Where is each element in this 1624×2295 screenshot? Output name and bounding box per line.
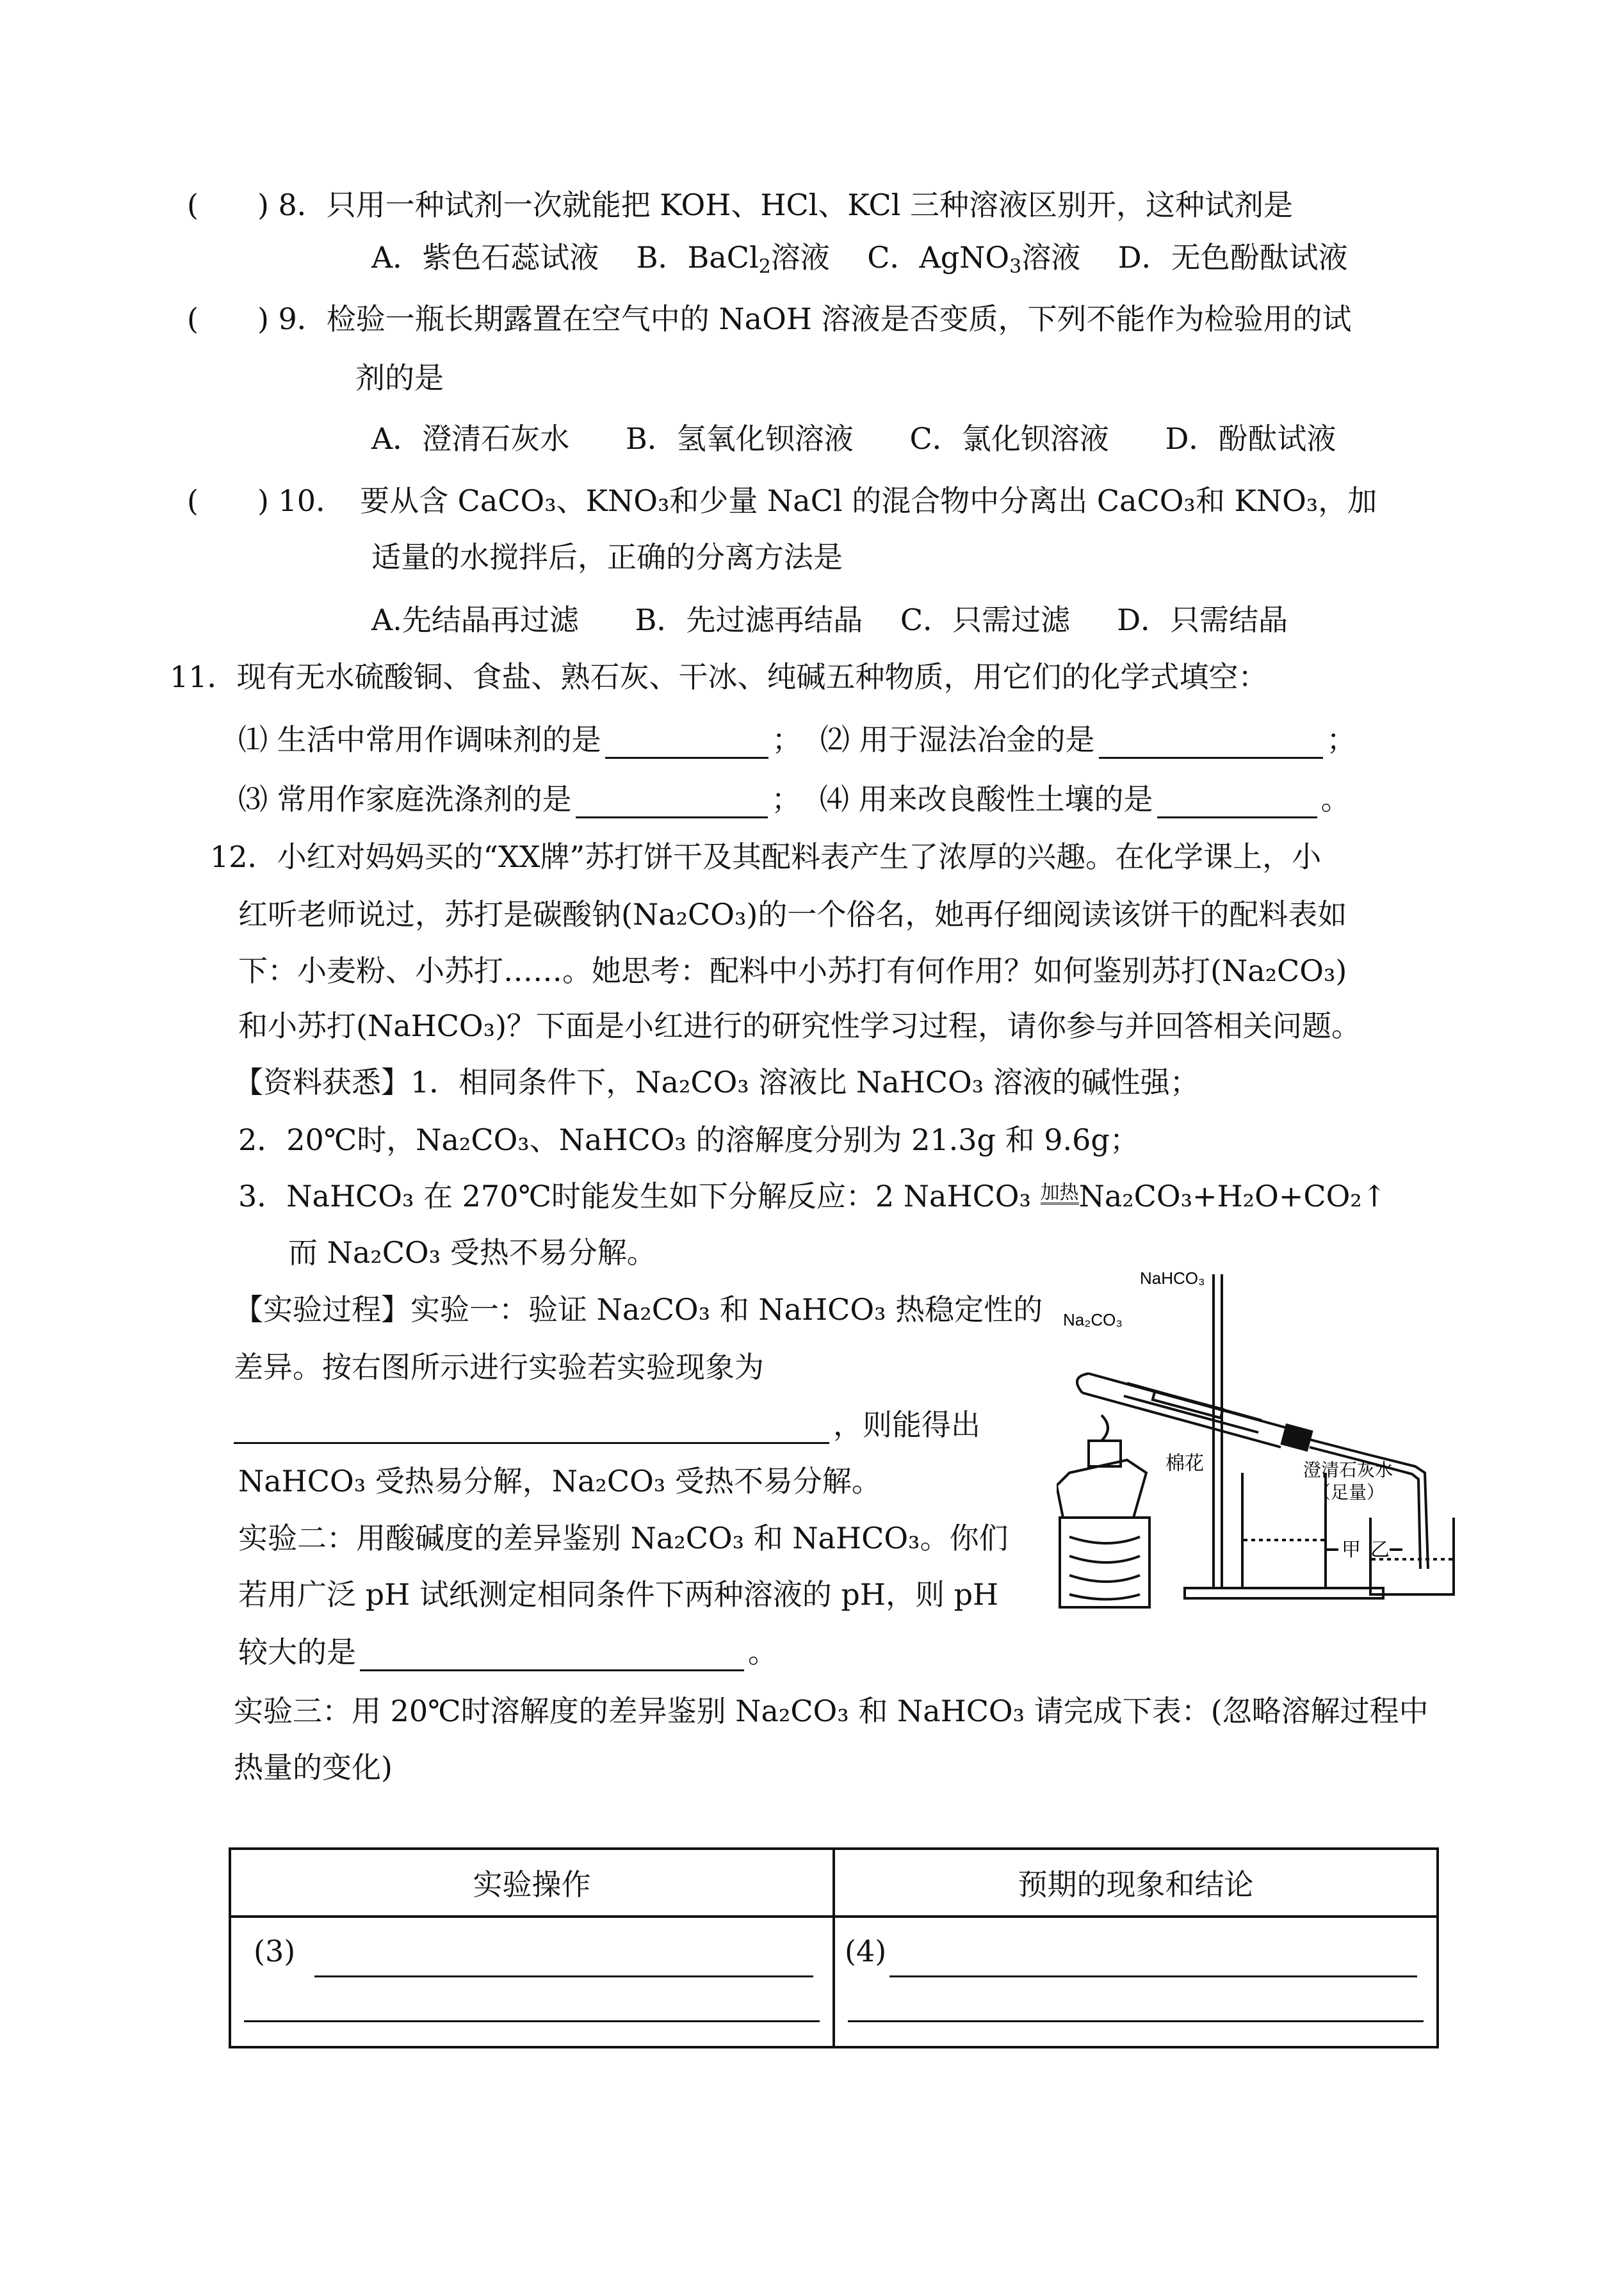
q9-line1 bbox=[187, 300, 1352, 338]
q12-exp1c-row: ，则能得出 bbox=[234, 1406, 980, 1444]
q10-paren: ( ) bbox=[187, 483, 269, 518]
experiment-table bbox=[229, 1847, 1439, 2048]
table-cell-conclusion[interactable]: (4) bbox=[834, 1917, 1438, 2047]
q9-opt-d: D．酚酞试液 bbox=[1165, 421, 1336, 456]
table-header-operation: 实验操作 bbox=[230, 1849, 834, 1917]
q11-p1: ⑴ 生活中常用作调味剂的是 bbox=[238, 722, 601, 757]
q12-info2: 2．20℃时，Na₂CO₃、NaHCO₃ 的溶解度分别为 21.3g 和 9.6g； bbox=[238, 1123, 1139, 1157]
q10-opt-a: A.先结晶再过滤 bbox=[371, 603, 579, 637]
q12-blank-exp2[interactable] bbox=[360, 1641, 744, 1671]
q11-blank4[interactable] bbox=[1157, 788, 1317, 818]
heating-condition: 加热 bbox=[1040, 1181, 1079, 1204]
label-na2co3: Na₂CO₃ bbox=[1063, 1310, 1123, 1329]
label-amount: （足量） bbox=[1313, 1482, 1385, 1503]
label-nahco3: NaHCO₃ bbox=[1140, 1269, 1205, 1288]
q11-blank1[interactable] bbox=[605, 729, 768, 759]
q8-opt-c: C．AgNO$_3$溶液 bbox=[867, 240, 1081, 278]
q10-opt-d: D．只需结晶 bbox=[1117, 603, 1288, 637]
q9-opt-c: C．氯化钡溶液 bbox=[909, 421, 1109, 456]
q12-info3: 3．NaHCO₃ 在 270℃时能发生如下分解反应：2 NaHCO₃ 加热Na₂CO₃+H₂O+CO₂↑ bbox=[238, 1179, 1387, 1213]
q11-blank2[interactable] bbox=[1099, 729, 1323, 759]
q12-exp1d: NaHCO₃ 受热易分解，Na₂CO₃ 受热不易分解。 bbox=[238, 1464, 881, 1498]
table-header-conclusion: 预期的现象和结论 bbox=[834, 1849, 1438, 1917]
q12-exp2a: 实验二：用酸碱度的差异鉴别 Na₂CO₃ 和 NaHCO₃。你们 bbox=[238, 1521, 1009, 1555]
q10-stem: 10． 要从含 CaCO₃、KNO₃和少量 NaCl 的混合物中分离出 CaCO₃和 KNO₃，加 bbox=[278, 483, 1377, 518]
q8-options bbox=[371, 238, 1348, 277]
q11-row2: ⑶ 常用作家庭洗涤剂的是 ； ⑷ 用来改良酸性土壤的是 。 bbox=[238, 780, 1351, 818]
q11-p3: ⑶ 常用作家庭洗涤剂的是 bbox=[238, 782, 572, 816]
q11-blank3[interactable] bbox=[576, 788, 768, 818]
q9-stem2: 剂的是 bbox=[355, 361, 444, 395]
q8-opt-d: D．无色酚酞试液 bbox=[1117, 240, 1348, 275]
q12-line1: 12．小红对妈妈买的“XX牌”苏打饼干及其配料表产生了浓厚的兴趣。在化学课上，小 bbox=[210, 839, 1322, 874]
q11-row1: ⑴ 生活中常用作调味剂的是 ； ⑵ 用于湿法冶金的是 ； bbox=[238, 720, 1356, 759]
q12-info1: 【资料获悉】1．相同条件下，Na₂CO₃ 溶液比 NaHCO₃ 溶液的碱性强； bbox=[234, 1065, 1199, 1099]
q12-exp1b: 差异。按右图所示进行实验若实验现象为 bbox=[234, 1350, 764, 1384]
label-yi: 乙 bbox=[1370, 1539, 1390, 1561]
q8-opt-b: B．BaCl$_2$溶液 bbox=[636, 240, 830, 278]
q8-paren: ( ) bbox=[187, 188, 269, 222]
q12-exp3a: 实验三：用 20℃时溶解度的差异鉴别 Na₂CO₃ 和 NaHCO₃ 请完成下表：(忽略溶解过程中 bbox=[234, 1694, 1429, 1728]
q12-blank-exp1[interactable] bbox=[234, 1414, 829, 1444]
q9-options bbox=[371, 419, 1336, 458]
q10-line1 bbox=[187, 482, 1377, 520]
label-jia: 甲 bbox=[1342, 1539, 1361, 1561]
q9-opt-a: A．澄清石灰水 bbox=[371, 421, 570, 456]
q9-stem: 9．检验一瓶长期露置在空气中的 NaOH 溶液是否变质，下列不能作为检验用的试 bbox=[278, 302, 1352, 336]
q10-opt-b: B．先过滤再结晶 bbox=[635, 603, 863, 637]
q10-options bbox=[371, 601, 1288, 639]
q12-exp1a: 【实验过程】实验一：验证 Na₂CO₃ 和 NaHCO₃ 热稳定性的 bbox=[234, 1292, 1043, 1327]
q10-stem2: 适量的水搅拌后，正确的分离方法是 bbox=[371, 540, 843, 574]
label-cotton: 棉花 bbox=[1165, 1452, 1204, 1475]
q12-info4: 而 Na₂CO₃ 受热不易分解。 bbox=[288, 1235, 656, 1270]
apparatus-diagram bbox=[1057, 1268, 1466, 1626]
q12-exp2b: 若用广泛 pH 试纸测定相同条件下两种溶液的 pH，则 pH bbox=[238, 1577, 999, 1612]
q8-opt-a: A．紫色石蕊试液 bbox=[371, 240, 599, 275]
q9-paren: ( ) bbox=[187, 302, 269, 336]
q11-p2: ⑵ 用于湿法冶金的是 bbox=[820, 722, 1095, 757]
table-cell-operation[interactable]: (3) bbox=[230, 1917, 834, 2047]
q10-opt-c: C．只需过滤 bbox=[900, 603, 1071, 637]
q8-stem: 8．只用一种试剂一次就能把 KOH、HCl、KCl 三种溶液区别开，这种试剂是 bbox=[278, 188, 1294, 222]
q12-line3: 下：小麦粉、小苏打……。她思考：配料中小苏打有何作用？如何鉴别苏打(Na₂CO₃) bbox=[238, 953, 1347, 988]
q11-p4: ⑷ 用来改良酸性土壤的是 bbox=[819, 782, 1153, 816]
q12-exp3b: 热量的变化) bbox=[234, 1750, 393, 1785]
q12-line4: 和小苏打(NaHCO₃)？下面是小红进行的研究性学习过程，请你参与并回答相关问题。 bbox=[238, 1009, 1361, 1043]
label-limewater: 澄清石灰水 bbox=[1303, 1459, 1393, 1480]
q9-opt-b: B．氢氧化钡溶液 bbox=[625, 421, 854, 456]
q12-line2: 红听老师说过，苏打是碳酸钠(Na₂CO₃)的一个俗名，她再仔细阅读该饼干的配料表如 bbox=[238, 897, 1347, 932]
q12-exp2c-row: 较大的是 。 bbox=[238, 1633, 777, 1671]
q11-stem: 11．现有无水硫酸铜、食盐、熟石灰、干冰、纯碱五种物质，用它们的化学式填空： bbox=[170, 660, 1268, 694]
q8-line1 bbox=[187, 186, 1293, 224]
